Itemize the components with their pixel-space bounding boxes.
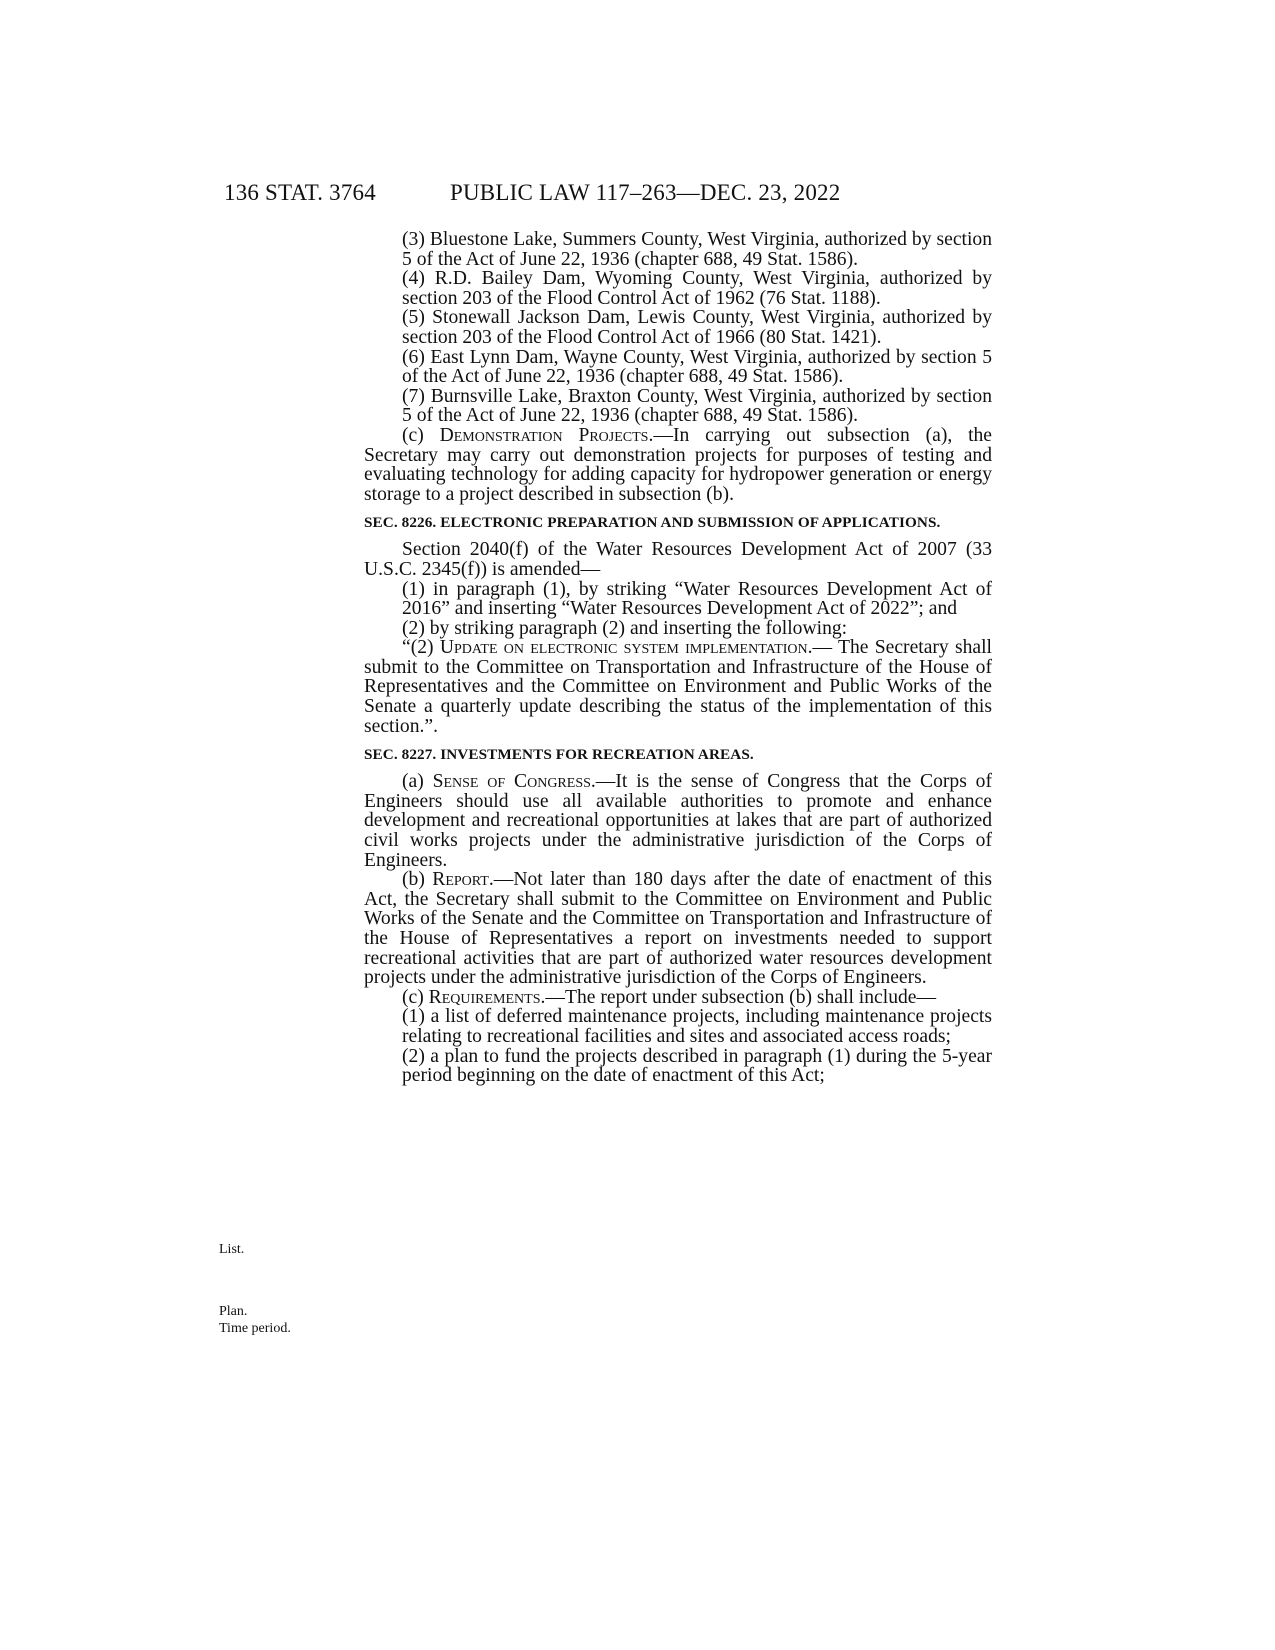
subsection-text: .—The report under subsection (b) shall include—: [540, 986, 937, 1008]
list-item-east-lynn-dam: (6) East Lynn Dam, Wayne County, West Virginia, authorized by section 5 of the Act of June 22, 1936 (chapter 688, 49 Stat. 1586).: [402, 346, 992, 388]
subsection-text: .—It is the sense of Congress that the Corps of Engineers should use all available authorities to promote and enhance development and recreational opportunities at lakes that are part of authorized civil works projects under the administrative jurisdiction of the Corps of Engineers.: [364, 771, 992, 871]
margin-note-list: List.: [219, 1242, 245, 1257]
list-item-burnsville-lake: (7) Burnsville Lake, Braxton County, West Virginia, authorized by section 5 of the Act of June 22, 1936 (chapter 688, 49 Stat. 1586).: [402, 385, 992, 427]
quote-label: “(2): [402, 637, 440, 659]
statute-page-reference: 136 STAT. 3764: [224, 180, 376, 205]
subsection-heading: Demonstration Projects: [439, 424, 649, 446]
requirements-item-1: (1) a list of deferred maintenance projects, including maintenance projects relating to recreational facilities and sites and associated access roads;: [402, 1006, 992, 1047]
subsection-requirements: [364, 988, 992, 1008]
quote-heading: Update on electronic system implementation: [439, 637, 808, 659]
subsection-heading: Sense of Congress: [432, 771, 591, 793]
list-item-bluestone-lake: (3) Bluestone Lake, Summers County, West Virginia, authorized by section 5 of the Act of June 22, 1936 (chapter 688, 49 Stat. 1586).: [402, 229, 992, 270]
margin-note-time-period: Time period.: [219, 1321, 291, 1336]
list-item-stonewall-jackson-dam: (5) Stonewall Jackson Dam, Lewis County, West Virginia, authorized by section 203 of the Flood Control Act of 1966 (80 Stat. 1421).: [402, 307, 992, 348]
quoted-paragraph: [364, 638, 992, 736]
subsection-text: .—In carrying out subsection (a), the Secretary may carry out demonstration projects for purposes of testing and evaluating technology for adding capacity for hydropower generation or energy storage to a project described in subsection (b).: [364, 424, 992, 505]
margin-note-plan: Plan.: [219, 1304, 248, 1319]
running-title: PUBLIC LAW 117–263—DEC. 23, 2022: [450, 180, 841, 205]
subsection-label: (a): [402, 771, 433, 793]
subsection-report: [364, 870, 992, 988]
quote-text: .— The Secretary shall submit to the Committee on Transportation and Infrastructure of the House of Representatives and the Committee on Environment and Public Works of the Senate a quarterly update describing the status of the implementation of this section.”.: [364, 637, 992, 737]
requirements-item-2: (2) a plan to fund the projects described in paragraph (1) during the 5-year period beginning on the date of enactment of this Act;: [402, 1045, 992, 1087]
list-item-rd-bailey-dam: (4) R.D. Bailey Dam, Wyoming County, West Virginia, authorized by section 203 of the Flood Control Act of 1962 (76 Stat. 1188).: [402, 268, 992, 309]
section-8227-heading: SEC. 8227. INVESTMENTS FOR RECREATION AREAS.: [364, 746, 754, 764]
subsection-label: (c): [402, 424, 440, 446]
section-8226-item-1: (1) in paragraph (1), by striking “Water Resources Development Act of 2016” and inserting “Water Resources Development Act of 2022”; and: [402, 578, 992, 620]
subsection-text: .—Not later than 180 days after the date of enactment of this Act, the Secretary shall submit to the Committee on Environment and Public Works of the Senate and the Committee on Transportation and Infrastructure of the House of Representatives a report on investments needed to support recreational activities that are part of authorized water resources development projects under the administrative jurisdiction of the Corps of Engineers.: [364, 869, 993, 989]
page-header: [0, 180, 1275, 220]
subsection-demonstration-projects: [364, 426, 992, 504]
main-text-column: [364, 230, 992, 1086]
subsection-heading: Requirements: [428, 986, 541, 1008]
subsection-label: (c): [402, 986, 429, 1008]
subsection-label: (b): [402, 869, 433, 891]
subsection-sense-of-congress: [364, 772, 992, 870]
subsection-heading: Report: [432, 869, 489, 891]
section-8226-intro: Section 2040(f) of the Water Resources Development Act of 2007 (33 U.S.C. 2345(f)) is amended—: [364, 539, 992, 580]
section-8226-item-2: (2) by striking paragraph (2) and inserting the following:: [402, 617, 848, 639]
section-8226-heading: SEC. 8226. ELECTRONIC PREPARATION AND SUBMISSION OF APPLICATIONS.: [364, 514, 941, 532]
